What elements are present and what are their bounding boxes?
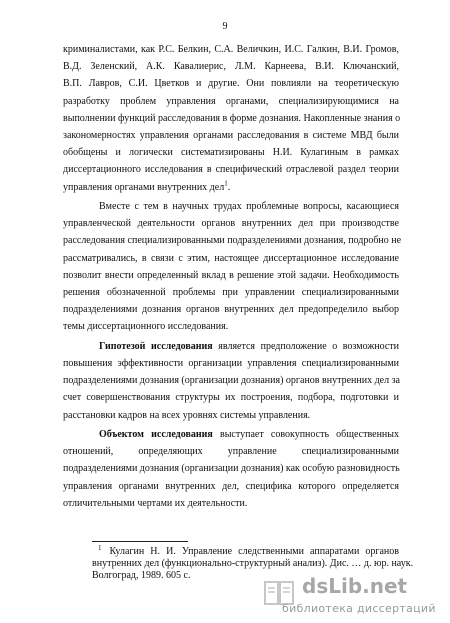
line-text: В.Д. Зеленский, А.К. Кавалиерис, Л.М. Карнеева, В.И. Ключанский, xyxy=(63,61,399,72)
text-line xyxy=(63,129,399,142)
text-line xyxy=(63,217,399,230)
text-line xyxy=(63,252,399,265)
page-number: 9 xyxy=(222,21,228,32)
line-text: счет совершенствования структуры их построения, подбора, подготовки и xyxy=(63,392,399,403)
text-line xyxy=(63,146,399,159)
line-text: разработку проблем управления органами, специализирующимися на xyxy=(63,96,399,107)
text-line xyxy=(63,286,399,299)
footnote-line xyxy=(98,543,399,558)
watermark-brand: dsLib.net xyxy=(302,574,408,598)
text-line xyxy=(63,77,399,90)
text-line xyxy=(63,480,399,493)
text-line xyxy=(63,320,399,333)
text-line xyxy=(63,43,399,56)
line-text: выполнении функций расследования в форме дознания. Накопленные знания о xyxy=(63,113,401,124)
footnote-text: Кулагин Н. И. Управление следственными аппаратами органов xyxy=(109,546,399,557)
text-line xyxy=(63,60,399,73)
text-line xyxy=(63,163,399,176)
text-line xyxy=(63,112,399,125)
text-line xyxy=(63,445,399,458)
text-line xyxy=(99,428,399,441)
line-text: обобщены и логически систематизированы Н.И. Кулагиным в рамках xyxy=(63,147,399,158)
text-line xyxy=(63,357,399,370)
text-line xyxy=(99,200,399,213)
footnote-ref: 1 xyxy=(224,179,228,188)
text-line xyxy=(63,462,399,475)
line-text: диссертационного исследования в специфический отраслевой раздел теории xyxy=(63,164,399,175)
line-text: Вместе с тем в научных трудах проблемные вопросы, касающиеся xyxy=(99,201,399,212)
text-line xyxy=(63,181,399,194)
text-line xyxy=(63,234,402,247)
text-line xyxy=(63,409,399,422)
watermark-tagline: библиотека диссертаций xyxy=(282,602,436,615)
line-tail: . xyxy=(227,182,231,193)
line-text: позволит внести определенный вклад в решение этой задачи. Необходимость xyxy=(63,270,399,281)
line-text: расследования специализированными подразделениями дознания, подробно не xyxy=(63,235,402,246)
line-text: управления органами внутренних дел xyxy=(63,182,225,193)
line-text: решения обозначенной проблемы при управлении специализированными xyxy=(63,287,399,298)
footnote-text: внутренних дел (функционально-структурный анализ). Дис. … д. юр. наук. xyxy=(92,558,414,569)
line-text: выступает совокупность общественных xyxy=(212,429,399,440)
line-text: управленческой деятельности органов внутренних дел при производстве xyxy=(63,218,399,229)
footnote-line xyxy=(92,558,414,570)
footnote-text: Волгоград, 1989. 605 с. xyxy=(92,570,191,581)
watermark-logo xyxy=(262,574,444,618)
text-line xyxy=(63,303,399,316)
text-line xyxy=(63,269,399,282)
text-line xyxy=(99,340,399,353)
text-line xyxy=(63,374,399,387)
bold-term: Гипотезой исследования xyxy=(99,341,213,352)
line-text: криминалистами, как Р.С. Белкин, С.А. Величкин, И.С. Галкин, В.И. Громов, xyxy=(63,44,399,55)
text-line xyxy=(63,497,399,510)
bold-term: Объектом исследования xyxy=(99,429,213,440)
text-line xyxy=(63,391,399,404)
line-text: является предположение о возможности xyxy=(212,341,399,352)
line-text: управления органами внутренних дел, специфика которого определяется xyxy=(63,481,399,492)
line-text: расстановки кадров на всех уровнях системы управления. xyxy=(63,410,311,421)
footnote-separator xyxy=(92,541,188,542)
text-line xyxy=(63,95,399,108)
line-text: темы диссертационного исследования. xyxy=(63,321,229,332)
line-text: отношений, определяющих управление специализированными xyxy=(63,446,399,457)
line-text: повышения эффективности организации управления специализированными xyxy=(63,358,399,369)
line-text: подразделениями дознания (организации дознания) органов внутренних дел за xyxy=(63,375,400,386)
line-text: подразделениями дознания (организации дознания) как особую разновидность xyxy=(63,463,400,474)
line-text: подразделениями дознания органов внутренних дел предопределило выбор xyxy=(63,304,399,315)
line-text: рассматривались, в связи с этим, настоящее диссертационное исследование xyxy=(63,253,399,264)
line-text: отличительными чертами их деятельности. xyxy=(63,498,248,509)
line-text: закономерностях управления органами расследования в системе МВД были xyxy=(63,130,399,141)
line-text: В.П. Лавров, С.И. Цветков и другие. Они повлияли на теоретическую xyxy=(63,78,399,89)
footnote-marker: 1 xyxy=(98,543,102,552)
